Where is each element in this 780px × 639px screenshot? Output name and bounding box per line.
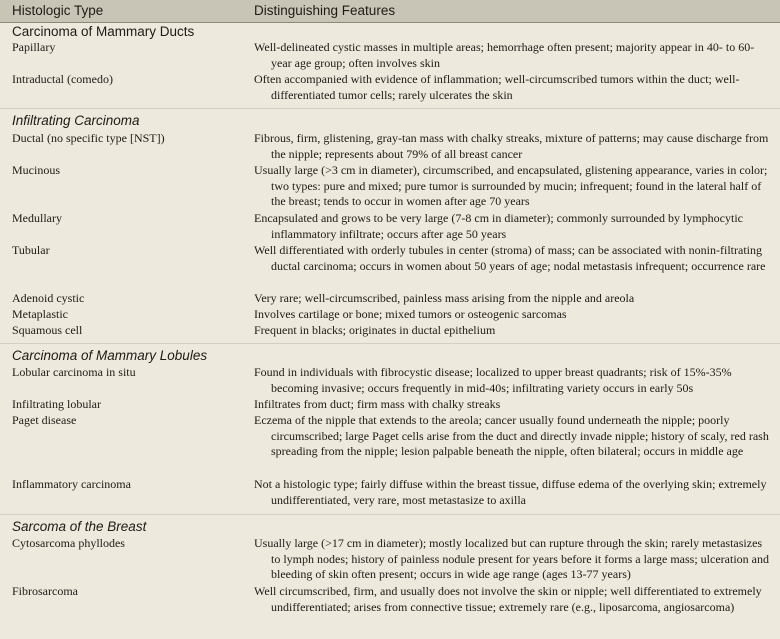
type-papillary: Papillary xyxy=(12,40,56,54)
type-paget-disease: Paget disease xyxy=(12,413,77,427)
header-histologic-type: Histologic Type xyxy=(12,3,104,18)
features-intraductal: Often accompanied with evidence of inflammation; well-circumscribed tumors within the duct; well-differentiated tumor cells; rarely ulcerates the skin xyxy=(254,72,740,102)
header-distinguishing-features: Distinguishing Features xyxy=(254,3,396,18)
section-title-infiltrating: Infiltrating Carcinoma xyxy=(12,113,140,128)
type-adenoid-cystic: Adenoid cystic xyxy=(12,291,85,305)
section-divider xyxy=(0,108,780,109)
section-title-sarcoma: Sarcoma of the Breast xyxy=(12,519,147,534)
features-inflammatory-carcinoma: Not a histologic type; fairly diffuse within the breast tissue, diffuse edema of the overlying skin; extremely undifferentiated, very rare, most metastasize to axilla xyxy=(254,477,767,507)
type-squamous-cell: Squamous cell xyxy=(12,323,83,337)
features-medullary: Encapsulated and grows to be very large (7-8 cm in diameter); commonly surrounded by lymphocytic inflammatory infiltrate; occurs after age 50 years xyxy=(254,211,743,241)
type-intraductal: Intraductal (comedo) xyxy=(12,72,113,86)
section-title-mammary-ducts: Carcinoma of Mammary Ducts xyxy=(12,24,195,39)
features-ductal: Fibrous, firm, glistening, gray-tan mass with chalky streaks, mixture of patterns; may cause discharge from the nipple; represents about 79% of all breast cancer xyxy=(254,131,769,161)
type-tubular: Tubular xyxy=(12,243,50,257)
features-fibrosarcoma: Well circumscribed, firm, and usually does not involve the skin or nipple; well differentiated to extremely undifferentiated; arises from connective tissue; extremely rare (e.g., liposarcoma, angiosarcoma) xyxy=(254,584,762,614)
type-cytosarcoma-phyllodes: Cytosarcoma phyllodes xyxy=(12,536,125,550)
features-lobular-in-situ: Found in individuals with fibrocystic disease; localized to upper breast quadrants; risk of 15%-35% becoming invasive; occurs frequently in mid-40s; infiltrating variety occurs in early 50s xyxy=(254,365,732,395)
features-tubular: Well differentiated with orderly tubules in center (stroma) of mass; can be associated with nonin-filtrating ductal carcinoma; occurs in women about 50 years of age; nodal metastasis infrequent; occurrence rare xyxy=(254,243,766,273)
features-paget-disease: Eczema of the nipple that extends to the areola; cancer usually found underneath the nipple; poorly circumscribed; large Paget cells arise from the duct and directly invade nipple; history of scaly, red rash spreading from the nipple; lesion palpable beneath the nipple, often bilateral; occurs in middle age xyxy=(254,413,769,458)
type-lobular-in-situ: Lobular carcinoma in situ xyxy=(12,365,136,379)
section-divider xyxy=(0,514,780,515)
section-title-mammary-lobules: Carcinoma of Mammary Lobules xyxy=(12,348,208,363)
features-adenoid-cystic: Very rare; well-circumscribed, painless mass arising from the nipple and areola xyxy=(254,291,635,305)
type-fibrosarcoma: Fibrosarcoma xyxy=(12,584,78,598)
type-ductal: Ductal (no specific type [NST]) xyxy=(12,131,165,145)
type-infiltrating-lobular: Infiltrating lobular xyxy=(12,397,101,411)
section-divider xyxy=(0,343,780,344)
features-mucinous: Usually large (>3 cm in diameter), circumscribed, and encapsulated, glistening appearance, varies in color; two types: pure and mixed; pure tumor is surrounded by mucin; infrequent; found in the lateral half of the breast; tends to occur in women after age 70 years xyxy=(254,163,768,208)
type-metaplastic: Metaplastic xyxy=(12,307,68,321)
features-papillary: Well-delineated cystic masses in multiple areas; hemorrhage often present; majority appear in 40- to 60-year age group; often involves skin xyxy=(254,40,755,70)
features-squamous-cell: Frequent in blacks; originates in ductal epithelium xyxy=(254,323,496,337)
type-medullary: Medullary xyxy=(12,211,62,225)
features-cytosarcoma-phyllodes: Usually large (>17 cm in diameter); mostly localized but can rupture through the skin; rarely metastasizes to lymph nodes; history of painless nodule present for years before it forms a large mass; ulceration and bleeding of skin often present; occurs in wide age range (ages 13-77 years) xyxy=(254,536,769,581)
type-mucinous: Mucinous xyxy=(12,163,60,177)
features-metaplastic: Involves cartilage or bone; mixed tumors or osteogenic sarcomas xyxy=(254,307,567,321)
type-inflammatory-carcinoma: Inflammatory carcinoma xyxy=(12,477,131,491)
table-header xyxy=(0,0,780,23)
features-infiltrating-lobular: Infiltrates from duct; firm mass with chalky streaks xyxy=(254,397,501,411)
